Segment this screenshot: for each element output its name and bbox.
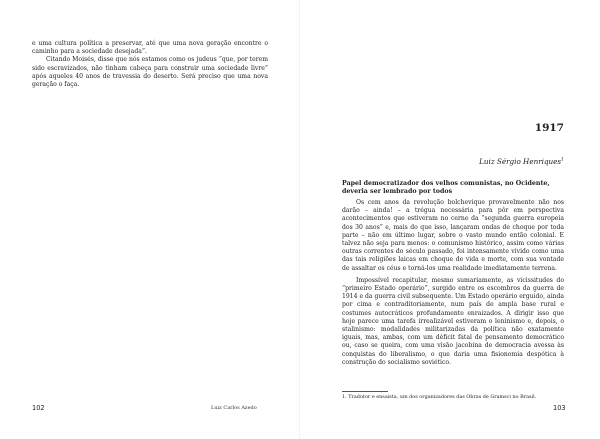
chapter-author bbox=[322, 157, 564, 166]
chapter-title: 1917 bbox=[534, 122, 564, 134]
footnote: 1. Tradutor e ensaísta, um dos organizadores das Obras de Gramsci no Brasil. bbox=[342, 394, 537, 400]
footnote-divider bbox=[342, 391, 388, 392]
running-head-author: Luiz Carlos Azedo bbox=[211, 405, 257, 411]
left-page-text bbox=[32, 40, 268, 89]
author-name: Luiz Sérgio Henriques bbox=[479, 157, 562, 166]
author-footnote-mark: 1 bbox=[561, 157, 564, 163]
left-paragraph-1: e uma cultura política a preservar, até que uma nova geração encontre o caminho para a sociedade desejada”. bbox=[32, 40, 268, 56]
right-paragraph-1: Os cem anos da revolução bolchevique provavelmente não nos darão – ainda! – a trégua necessária para pôr em perspectiva acontecimentos que estiveram no cerne da “segunda guerra europeia dos 30 anos” e, mais do que isso, lançaram ondas de choque por toda parte – não em último lugar, sobre o vasto mundo então colonial. E talvez não seja para menos: o comunismo histórico, assim como várias outras correntes do século passado, foi intensamente vivido como uma das tais religiões laicas em choque de vida e morte, com sua vontade de assaltar os céus e torná-los uma realidade imediatamente terrena. bbox=[342, 199, 564, 272]
right-paragraph-2: Impossível recapitular, mesmo sumariamente, as vicissitudes do “primeiro Estado operário”, surgido entre os escombros da guerra de 1914 e da guerra civil subsequente. Um Estado operário erguido, ainda por cima e contraditoriamente, num país de ampla base rural e costumes autocráticos profundamente enraizados. A dirigir isso que hoje parece uma tarefa irrealizável estiveram o leninismo e, depois, o stalinismo: modalidades militarizadas da política não exatamente iguais, mas, ambas, com um déficit fatal de pensamento democrático ou, caso se queira, com uma visão jacobina de democracia avessa às conquistas do liberalismo, o que daria uma fisionomia despótica à construção do socialismo soviético. bbox=[342, 276, 564, 366]
left-paragraph-2: Citando Moisés, disse que nós estamos como os judeus “que, por terem sido escravizados, não tinham cabeça para construir uma sociedade livre” após aqueles 40 anos de travessia do deserto. Será preciso que uma nova geração o faça. bbox=[32, 56, 268, 89]
left-page-number: 102 bbox=[32, 404, 45, 412]
right-page-body bbox=[342, 199, 564, 367]
right-page-number: 103 bbox=[553, 404, 566, 412]
chapter-subtitle: Papel democratizador dos velhos comunistas, no Ocidente, deveria ser lembrado por todos bbox=[342, 180, 550, 196]
